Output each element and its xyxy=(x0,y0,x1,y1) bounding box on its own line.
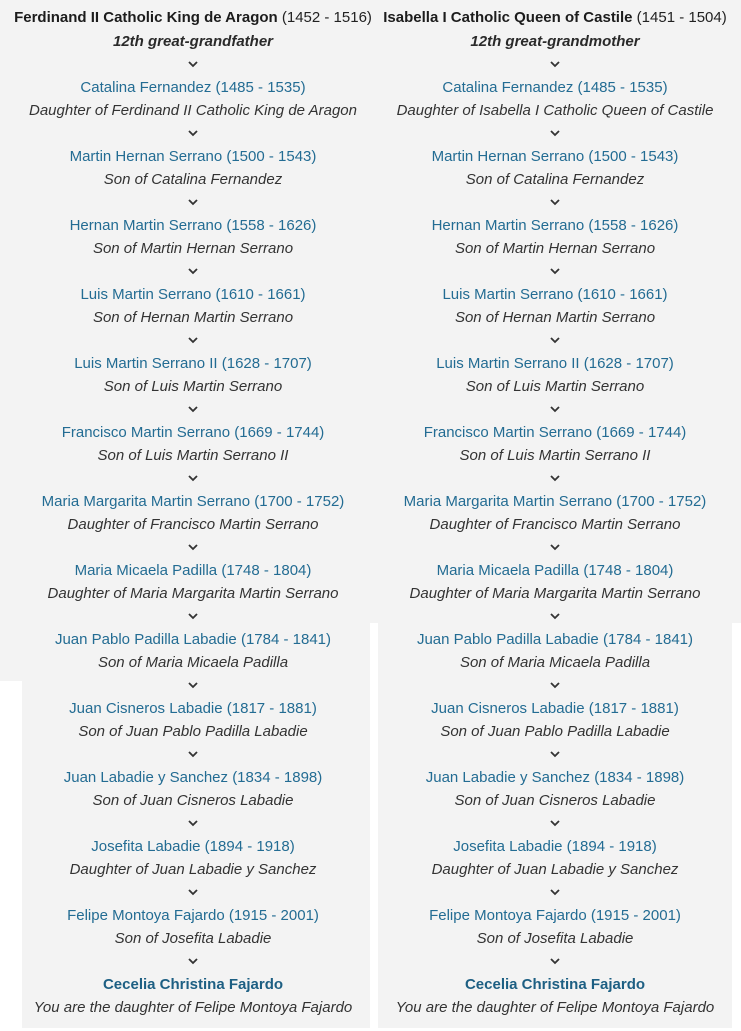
person-link[interactable]: Francisco Martin Serrano (1669 - 1744) xyxy=(423,424,687,441)
relation-text: Son of Luis Martin Serrano xyxy=(103,378,283,395)
person-link[interactable]: Juan Labadie y Sanchez (1834 - 1898) xyxy=(63,769,323,786)
person-link[interactable]: Felipe Montoya Fajardo (1915 - 2001) xyxy=(67,907,319,924)
self-relation: You are the daughter of Felipe Montoya Fajardo xyxy=(33,999,353,1016)
person-link[interactable]: Martin Hernan Serrano (1500 - 1543) xyxy=(431,148,679,165)
person-link[interactable]: Maria Margarita Martin Serrano (1700 - 1752) xyxy=(403,493,707,510)
chevron-down-icon xyxy=(370,881,740,904)
relation-text: Son of Josefita Labadie xyxy=(114,930,272,947)
person-link[interactable]: Luis Martin Serrano (1610 - 1661) xyxy=(80,286,306,303)
relation-text: Daughter of Francisco Martin Serrano xyxy=(429,516,681,533)
right-lineage-column xyxy=(370,6,740,1019)
chevron-down-icon xyxy=(370,950,740,973)
ancestor-name[interactable]: Isabella I Catholic Queen of Castile xyxy=(383,9,633,26)
person-link[interactable]: Luis Martin Serrano II (1628 - 1707) xyxy=(74,355,312,372)
person-link[interactable]: Juan Cisneros Labadie (1817 - 1881) xyxy=(69,700,317,717)
self-relation: You are the daughter of Felipe Montoya Fajardo xyxy=(395,999,715,1016)
person-link[interactable]: Catalina Fernandez (1485 - 1535) xyxy=(442,79,668,96)
relation-text: Son of Luis Martin Serrano II xyxy=(459,447,651,464)
chevron-down-icon xyxy=(8,674,378,697)
person-link[interactable]: Juan Pablo Padilla Labadie (1784 - 1841) xyxy=(416,631,694,648)
chevron-down-icon xyxy=(370,260,740,283)
ancestor-name[interactable]: Ferdinand II Catholic King de Aragon xyxy=(14,9,278,26)
person-link[interactable]: Josefita Labadie (1894 - 1918) xyxy=(91,838,295,855)
chevron-down-icon xyxy=(8,191,378,214)
chevron-down-icon xyxy=(8,812,378,835)
lineage-entries xyxy=(8,53,378,950)
relation-text: Daughter of Maria Margarita Martin Serrano xyxy=(47,585,339,602)
ancestor-dates: (1451 - 1504) xyxy=(636,9,727,26)
chevron-down-icon xyxy=(8,329,378,352)
self-name-link[interactable]: Cecelia Christina Fajardo xyxy=(464,976,646,993)
person-link[interactable]: Luis Martin Serrano (1610 - 1661) xyxy=(442,286,668,303)
person-link[interactable]: Maria Margarita Martin Serrano (1700 - 1752) xyxy=(41,493,345,510)
relation-text: Daughter of Juan Labadie y Sanchez xyxy=(69,861,317,878)
relation-text: Son of Luis Martin Serrano xyxy=(465,378,645,395)
chevron-down-icon xyxy=(8,743,378,766)
relation-text: Daughter of Isabella I Catholic Queen of Castile xyxy=(396,102,714,119)
chevron-down-icon xyxy=(8,260,378,283)
person-link[interactable]: Juan Pablo Padilla Labadie (1784 - 1841) xyxy=(54,631,332,648)
person-link[interactable]: Catalina Fernandez (1485 - 1535) xyxy=(80,79,306,96)
relation-text: Son of Josefita Labadie xyxy=(476,930,634,947)
chevron-down-icon xyxy=(370,53,740,76)
chevron-down-icon xyxy=(370,812,740,835)
relation-text: Son of Martin Hernan Serrano xyxy=(454,240,656,257)
relation-text: Son of Juan Cisneros Labadie xyxy=(92,792,294,809)
ancestor-relation: 12th great-grandmother xyxy=(470,33,640,50)
person-link[interactable]: Juan Cisneros Labadie (1817 - 1881) xyxy=(431,700,679,717)
relation-text: Son of Juan Cisneros Labadie xyxy=(454,792,656,809)
chevron-down-icon xyxy=(8,467,378,490)
person-link[interactable]: Maria Micaela Padilla (1748 - 1804) xyxy=(74,562,312,579)
chevron-down-icon xyxy=(370,122,740,145)
relation-text: Son of Hernan Martin Serrano xyxy=(454,309,656,326)
chevron-down-icon xyxy=(370,467,740,490)
person-link[interactable]: Maria Micaela Padilla (1748 - 1804) xyxy=(436,562,674,579)
self-name-link[interactable]: Cecelia Christina Fajardo xyxy=(102,976,284,993)
relation-text: Son of Martin Hernan Serrano xyxy=(92,240,294,257)
relation-text: Son of Maria Micaela Padilla xyxy=(97,654,289,671)
relation-text: Son of Catalina Fernandez xyxy=(465,171,645,188)
chevron-down-icon xyxy=(8,122,378,145)
relation-text: Daughter of Juan Labadie y Sanchez xyxy=(431,861,679,878)
chevron-down-icon xyxy=(8,536,378,559)
relation-text: Son of Hernan Martin Serrano xyxy=(92,309,294,326)
chevron-down-icon xyxy=(370,605,740,628)
relation-text: Son of Catalina Fernandez xyxy=(103,171,283,188)
relation-text: Daughter of Francisco Martin Serrano xyxy=(67,516,319,533)
person-link[interactable]: Luis Martin Serrano II (1628 - 1707) xyxy=(436,355,674,372)
relation-text: Son of Maria Micaela Padilla xyxy=(459,654,651,671)
left-lineage-column xyxy=(8,6,378,1019)
chevron-down-icon xyxy=(370,674,740,697)
chevron-down-icon xyxy=(370,398,740,421)
ancestor-heading xyxy=(8,6,378,30)
relation-text: Son of Juan Pablo Padilla Labadie xyxy=(78,723,308,740)
ancestor-dates: (1452 - 1516) xyxy=(281,9,372,26)
ancestor-relation: 12th great-grandfather xyxy=(112,33,274,50)
chevron-down-icon xyxy=(8,881,378,904)
chevron-down-icon xyxy=(370,329,740,352)
relation-text: Son of Juan Pablo Padilla Labadie xyxy=(440,723,670,740)
chevron-down-icon xyxy=(370,536,740,559)
chevron-down-icon xyxy=(8,950,378,973)
relation-text: Son of Luis Martin Serrano II xyxy=(97,447,289,464)
person-link[interactable]: Francisco Martin Serrano (1669 - 1744) xyxy=(61,424,325,441)
person-link[interactable]: Hernan Martin Serrano (1558 - 1626) xyxy=(431,217,679,234)
chevron-down-icon xyxy=(8,605,378,628)
person-link[interactable]: Hernan Martin Serrano (1558 - 1626) xyxy=(69,217,317,234)
relation-text: Daughter of Ferdinand II Catholic King de Aragon xyxy=(29,102,357,119)
person-link[interactable]: Felipe Montoya Fajardo (1915 - 2001) xyxy=(429,907,681,924)
chevron-down-icon xyxy=(370,743,740,766)
ancestor-heading xyxy=(370,6,740,30)
chevron-down-icon xyxy=(8,53,378,76)
person-link[interactable]: Martin Hernan Serrano (1500 - 1543) xyxy=(69,148,317,165)
person-link[interactable]: Josefita Labadie (1894 - 1918) xyxy=(453,838,657,855)
chevron-down-icon xyxy=(8,398,378,421)
person-link[interactable]: Juan Labadie y Sanchez (1834 - 1898) xyxy=(425,769,685,786)
relation-text: Daughter of Maria Margarita Martin Serrano xyxy=(409,585,701,602)
lineage-entries xyxy=(370,53,740,950)
chevron-down-icon xyxy=(370,191,740,214)
